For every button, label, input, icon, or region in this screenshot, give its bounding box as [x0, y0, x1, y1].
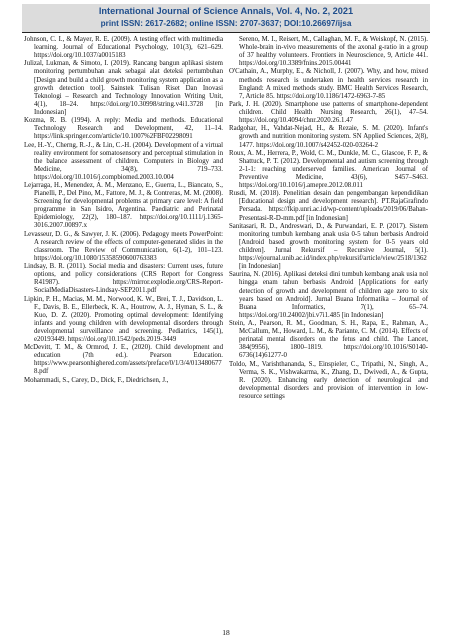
reference-entry: Levasseur, D. G., & Sawyer, J. K. (2006). Pedagogy meets PowerPoint: A research review of the effects of computer-generated slides in the classroom. The Review of Communication, 6(1-2), 101–123. https://doi.org/10.1080/15358590600763383 [24, 230, 223, 262]
reference-entry: Park, J. H. (2020). Smartphone use patterns of smartphone-dependent children. Child Health Nursing Research, 26(1), 47–54. https://doi.org/10.4094/chnr.2020.26.1.47 [229, 100, 428, 125]
reference-entry: O'Cathain, A., Murphy, E., & Nicholl, J. (2007). Why, and how, mixed methods research is undertaken in health services research in England: A mixed methods study. BMC Health Services Research, 7, Article 85. https://doi.org/10.1186/1472-6963-7-85 [229, 68, 428, 100]
reference-entry: Rusdi, M. (2018). Penelitian desain dan pengembangan kependidikan [Educational design and development research]. PT.RajaGrafindo Persada. https://fkip.unri.ac.id/wp-content/uploads/2019/06/Bahan-Presentasi-R-D-mm.pdf [in Indonesian] [229, 190, 428, 222]
references-left-column [24, 36, 223, 385]
reference-entry: Lindsay, B. R. (2011). Social media and disasters: Current uses, future options, and policy considerations (CRS Report for Congress R41987). https://mirror.explodie.org/CRS-Report-SocialMediaDisasters-Lindsay-SEP2011.pdf [24, 263, 223, 295]
reference-entry: Lee, H.-Y., Cherng, R.-J., & Lin, C.-H. (2004). Development of a virtual reality environment for somatosensory and perceptual stimulation in the balance assessment of children. Computers in Biology and Medicine, 34(8), 719–733. https://doi.org/10.1016/j.compbiomed.2003.10.004 [24, 141, 223, 181]
reference-entry: Lipkin, P. H., Macias, M. M., Norwood, K. W., Brei, T. J., Davidson, L. F., Davis, B. E., Ellerbeck, K. A., Houtrow, A. J., Hyman, S. L., & Kuo, D. Z. (2020). Promoting optimal development: Identifying infants and young children with developmental disorders through developmental surveillance and screening. Pediatrics, 145(1), e20193449. https://doi.org/10.1542/peds.2019-3449 [24, 295, 223, 343]
reference-entry: Lejarraga, H., Menendez, A. M., Menzano, E., Guerra, L., Biancato, S., Pianelli, P., Del Pino, M., Fattore, M. J., & Contreras, M. M. (2008). Screening for developmental problems at primary care level: A field programme in San Isidro, Argentina. Paediatric and Perinatal Epidemiology, 22(2), 180–187. https://doi.org/10.1111/j.1365-3016.2007.00897.x [24, 182, 223, 230]
reference-entry: McDevitt, T. M., & Ormrod, J. E., (2020). Child development and education (7th ed.). Pearson Education. https://www.pearsonhighered.com/assets/preface/0/1/3/4/0134806778.pdf [24, 344, 223, 376]
reference-entry: Mohammadi, S., Carey, D., Dick, F., Diedrichsen, J., [24, 376, 169, 384]
journal-title: International Journal of Science Annals, Vol. 4, No. 2, 2021 [98, 6, 354, 16]
reference-entry: Saurina, N. (2016). Aplikasi deteksi dini tumbuh kembang anak usia nol hingga enam tahun berbasis Android [Applications for early detection of growth and development of children age zero to six years based on Android]. Jurnal Buana Informatika – Journal of Buana Informatics, 7(1), 65–74. https://doi.org/10.24002/jbi.v7i1.485 [in Indonesian] [229, 271, 428, 319]
reference-entry: Stein, A., Pearson, R. M., Goodman, S. H., Rapa, E., Rahman, A., McCallum, M., Howard, L. M., & Pariante, C. M. (2014). Effects of perinatal mental disorders on the fetus and child. The Lancet, 384(9956), 1800–1819. https://doi.org/10.1016/S0140-6736(14)61277-0 [229, 320, 428, 360]
reference-entry: Johnson, C. I., & Mayer, R. E. (2009). A testing effect with multimedia learning. Journal of Educational Psychology, 101(3), 621–629. https://doi.org/10.1037/a0015183 [24, 36, 223, 60]
journal-issn-doi: print ISSN: 2617-2682; online ISSN: 2707-3637; DOI:10.26697/ijsa [100, 19, 352, 28]
reference-entry: Radgohar, H., Vahdat-Nejad, H., & Rezaie, S. M. (2020). Infant's growth and nutrition monitoring system. SN Applied Sciences, 2(8), 1477. https://doi.org/10.1007/s42452-020-03264-2 [229, 125, 428, 149]
journal-header [22, 4, 430, 33]
page-number: 18 [222, 628, 230, 637]
reference-entry: Julizal, Lukman, & Simoto, I. (2019). Rancang bangun aplikasi sistem monitoring pertumbuhan anak sebagai alat deteksi pertumbuhan [Design and build a child growth monitoring system application as a growth detection tool]. Sainstek Tulisan Riset Dan Inovasi Teknologi – Research and Technology Innovation Writing Unit, 4(1), 18–24. https://doi.org/10.30998/string.v4i1.3728 [in Indonesian] [24, 60, 223, 116]
reference-entry: Sanitasari, R. D., Andreswari, D., & Purwandari, E. P. (2017). Sistem monitoring tumbuh kembang anak usia 0-5 tahun berbasis Android [Android based growth monitoring system for 0-5 years old children]. Jurnal Rekursif – Recursive Journal, 5(1). https://ejournal.unib.ac.id/index.php/rekursif/article/view/2518/1362 [in Indonesian] [229, 222, 428, 271]
reference-entry: Toldo, M., Varishthananda, S., Einspieler, C., Tripathi, N., Singh, A., Verma, S. K., Vishwakarma, K., Zhang, D., Dwivedi, A., & Gupta, R. (2020). Enhancing early detection of neurological and developmental disorders and provision of intervention in low-resource settings [229, 360, 428, 400]
reference-entry: Kozma, R. B. (1994). A reply: Media and methods. Educational Technology Research and Development, 42, 11–14. https://link.springer.com/article/10.1007%2FBF02298091 [24, 117, 223, 141]
reference-entry: Roux, A. M., Herrera, P., Wold, C. M., Dunkle, M. C., Glascoe, F. P., & Shattuck, P. T. (2012). Developmental and autism screening through 2-1-1: reaching underserved families. American Journal of Preventive Medicine, 43(6), S457–S463. https://doi.org/10.1016/j.amepre.2012.08.011 [229, 149, 428, 190]
reference-entry: Sereno, M. I., Reisert, M., Callaghan, M. F., & Weiskopf, N. (2015). Whole-brain in-vivo measurements of the axonal g-ratio in a group of 37 healthy volunteers. Frontiers in Neuroscience, 9, Article 441. https://doi.org/10.3389/fnins.2015.00441 [239, 36, 428, 68]
references-right-column [229, 36, 428, 401]
